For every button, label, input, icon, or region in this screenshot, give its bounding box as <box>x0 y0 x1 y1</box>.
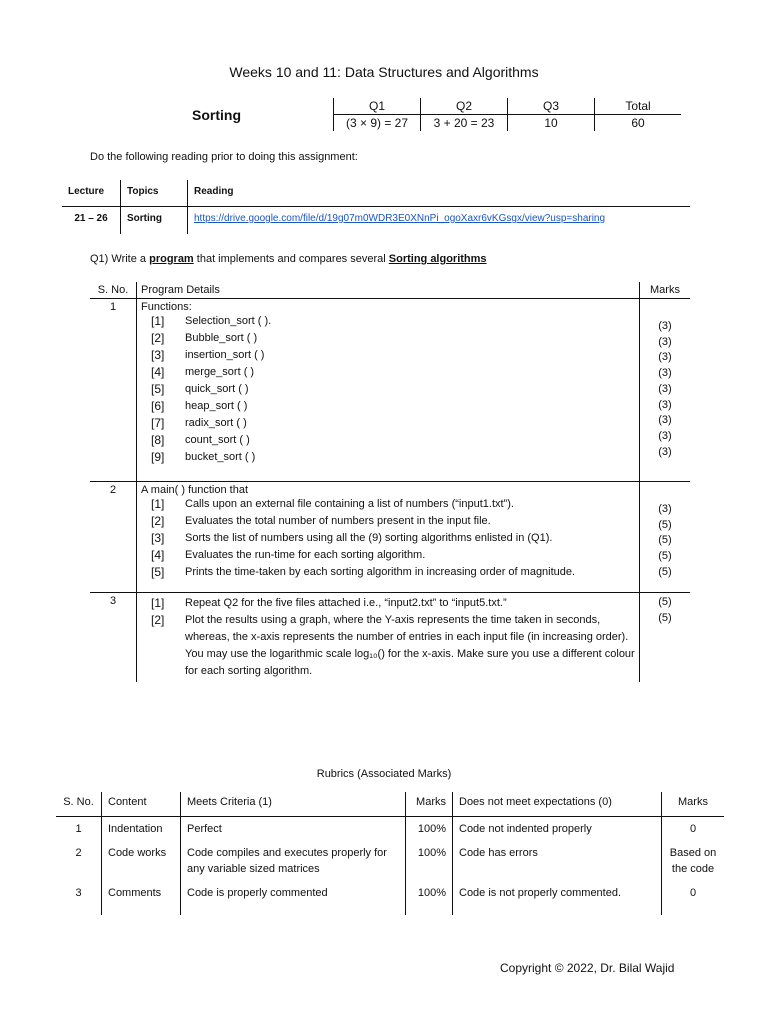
prog-row2-heading: A main( ) function that <box>141 484 248 496</box>
list-item: [5] quick_sort ( ) <box>151 382 249 396</box>
prog-row3-marks: (5) (5) <box>640 593 691 683</box>
list-item: [4] Evaluates the run-time for each sorting algorithm. <box>151 548 426 562</box>
reading-link[interactable]: https://drive.google.com/file/d/19g07m0WDR3E0XNnPi_ogoXaxr6vKGsgx/view?usp=sharing <box>194 213 606 224</box>
table-row <box>90 482 690 593</box>
list-item: [1] Selection_sort ( ). <box>151 314 272 328</box>
prog-row2-details <box>137 482 640 593</box>
marks-value-q1: (3 × 9) = 27 <box>334 115 421 132</box>
reading-lecture: 21 – 26 <box>74 213 108 224</box>
prog-row3-sno: 3 <box>109 595 117 607</box>
marks-header-q2: Q2 <box>421 98 508 115</box>
program-details-table <box>90 282 690 682</box>
list-item: [6] heap_sort ( ) <box>151 399 248 413</box>
table-row: 2 Code works Code compiles and executes properly for any variable sized matrices 100% Code has errors Based on the code <box>56 841 724 881</box>
reading-link-cell <box>188 207 691 235</box>
reading-header-topics: Topics <box>121 180 188 207</box>
marks-header-total: Total <box>595 98 682 115</box>
marks-value-q3: 10 <box>508 115 595 132</box>
rubric-header-meets: Meets Criteria (1) <box>181 792 406 817</box>
table-row: 1 Indentation Perfect 100% Code not indented properly 0 <box>56 817 724 842</box>
q1-sorting-algorithms: Sorting algorithms <box>388 253 487 265</box>
list-item: [5] Prints the time-taken by each sorting algorithm in increasing order of magnitude. <box>151 565 576 579</box>
reading-table <box>62 180 690 234</box>
rubric-header-does-not-meet: Does not meet expectations (0) <box>453 792 662 817</box>
rubric-title: Rubrics (Associated Marks) <box>316 768 452 780</box>
list-item: [8] count_sort ( ) <box>151 433 250 447</box>
reading-intro: Do the following reading prior to doing this assignment: <box>90 151 358 163</box>
reading-header-lecture: Lecture <box>62 180 121 207</box>
list-item: [9] bucket_sort ( ) <box>151 450 256 464</box>
list-item: [1] Calls upon an external file containing a list of numbers (“input1.txt”). <box>151 497 514 511</box>
prog-row2-sno: 2 <box>90 482 137 593</box>
prog-row3-details <box>137 593 640 683</box>
rubric-header-sno: S. No. <box>56 792 102 817</box>
reading-header-reading: Reading <box>188 180 691 207</box>
list-item: [1] Repeat Q2 for the five files attached i.e., “input2.txt” to “input5.txt.” <box>151 596 507 610</box>
prog-row1-sno: 1 <box>90 299 137 482</box>
marks-header-q1: Q1 <box>334 98 421 115</box>
list-item: [4] merge_sort ( ) <box>151 365 255 379</box>
marks-header-q3: Q3 <box>508 98 595 115</box>
list-item: [2] Bubble_sort ( ) <box>151 331 258 345</box>
marks-summary-table <box>333 98 681 131</box>
topic-label: Sorting <box>192 107 241 123</box>
rubric-header-marks-2: Marks <box>662 792 725 817</box>
copyright: Copyright © 2022, Dr. Bilal Wajid <box>500 961 675 975</box>
prog-header-details: Program Details <box>137 282 640 299</box>
question-1 <box>90 253 487 265</box>
table-row: 3 Comments Code is properly commented 100% Code is not properly commented. 0 <box>56 881 724 915</box>
list-item: [7] radix_sort ( ) <box>151 416 247 430</box>
marks-value-q2: 3 + 20 = 23 <box>421 115 508 132</box>
reading-topic: Sorting <box>121 207 188 235</box>
table-row <box>90 299 690 482</box>
page-title: Weeks 10 and 11: Data Structures and Algorithms <box>229 64 539 80</box>
q1-prefix: Q1) Write a <box>90 253 150 265</box>
list-item: [2] Plot the results using a graph, where the Y-axis represents the time taken in seconds, whereas, the x-axis represents the number of entries in each input file (in increasing order). You may use the logarithmic scale log₁₀() for the x-axis. Make sure you use a different colour for each sorting algorithm. <box>151 613 635 677</box>
list-item: [3] Sorts the list of numbers using all the (9) sorting algorithms enlisted in (Q1). <box>151 531 553 545</box>
prog-row1-marks: (3) (3) (3) (3) (3) (3) (3) (3) (3) <box>640 299 691 482</box>
prog-header-sno: S. No. <box>90 282 137 299</box>
rubric-header-marks: Marks <box>406 792 453 817</box>
list-item: [3] insertion_sort ( ) <box>151 348 265 362</box>
prog-row2-marks: (3) (5) (5) (5) (5) <box>640 482 691 593</box>
q1-middle: that implements and compares several <box>193 253 389 265</box>
prog-header-marks: Marks <box>640 282 691 299</box>
q1-program: program <box>149 253 194 265</box>
list-item: [2] Evaluates the total number of numbers present in the input file. <box>151 514 491 528</box>
rubric-header-content: Content <box>102 792 181 817</box>
prog-row1-heading: Functions: <box>141 301 192 313</box>
table-row <box>90 593 690 683</box>
marks-value-total: 60 <box>595 115 682 132</box>
rubric-table <box>56 792 724 915</box>
prog-row1-details <box>137 299 640 482</box>
